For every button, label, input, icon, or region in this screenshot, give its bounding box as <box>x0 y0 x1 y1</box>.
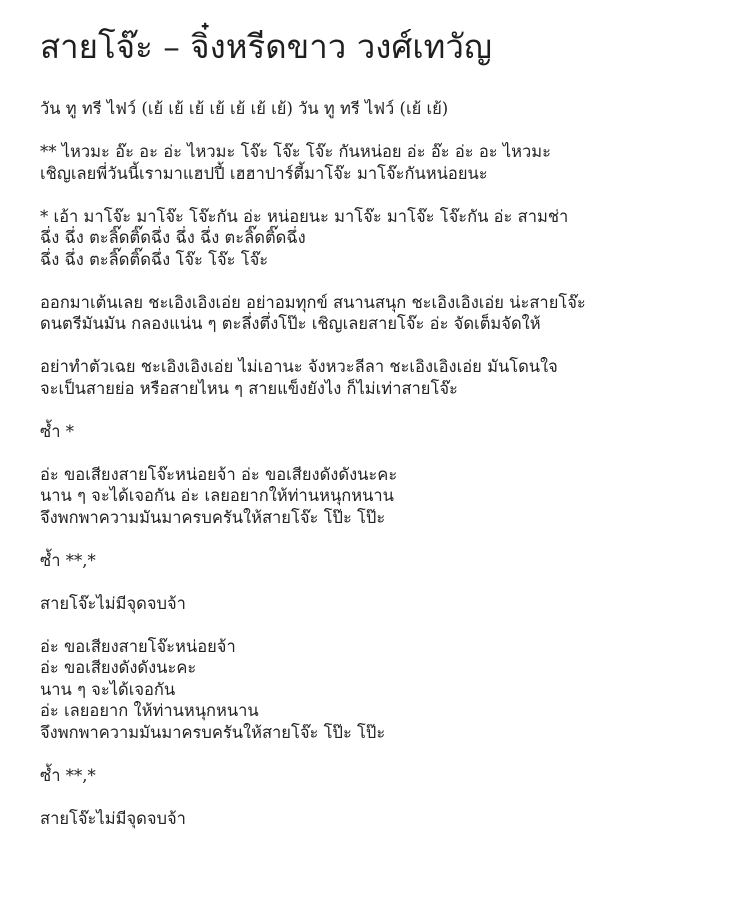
lyrics-line: สายโจ๊ะไม่มีจุดจบจ้า <box>40 593 186 613</box>
lyrics-line: เชิญเลยพี่วันนี้เรามาแฮปปี้ เฮฮาปาร์ตี้มาโจ๊ะ มาโจ๊ะกันหน่อยนะ <box>40 163 488 183</box>
lyrics-stanza <box>40 636 730 744</box>
lyrics-line: ฉึ่ง ฉึ่ง ตะลิ๊ดติ๊ดฉึ่ง โจ๊ะ โจ๊ะ โจ๊ะ <box>40 249 269 269</box>
lyrics-line: อย่าทำตัวเฉย ชะเอิงเอิงเอ่ย ไม่เอานะ จังหวะลีลา ชะเอิงเอิงเอ่ย มันโดนใจ <box>40 357 558 376</box>
lyrics-line: อ่ะ ขอเสียงดังดังนะคะ <box>40 658 197 677</box>
lyrics-line: ดนตรีมันมัน กลองแน่น ๆ ตะลึ่งตึ่งโป๊ะ เชิญเลยสายโจ๊ะ อ่ะ จัดเต็มจัดให้ <box>40 314 541 333</box>
lyrics-line: วัน ทู ทรี ไฟว์ (เย้ เย้ เย้ เย้ เย้ เย้ เย้) วัน ทู ทรี ไฟว์ (เย้ เย้) <box>40 99 449 118</box>
lyrics-line: นาน ๆ จะได้เจอกัน <box>40 679 176 699</box>
lyrics-stanza <box>40 593 730 615</box>
lyrics-stanza <box>40 292 730 335</box>
lyrics-line: สายโจ๊ะไม่มีจุดจบจ้า <box>40 808 186 828</box>
lyrics-line: ซ้ำ **,* <box>40 765 96 785</box>
song-title: สายโจ๊ะ – จิ๋งหรีดขาว วงศ์เทวัญ <box>40 27 493 66</box>
lyrics-line: ฉึ่ง ฉึ่ง ตะลิ๊ดติ๊ดฉึ่ง ฉึ่ง ฉึ่ง ตะลิ๊ดติ๊ดฉึ่ง <box>40 228 306 247</box>
lyrics-line: ซ้ำ **,* <box>40 550 96 570</box>
lyrics-stanza <box>40 808 730 830</box>
lyrics-stanza <box>40 765 730 787</box>
lyrics-line: อ่ะ เลยอยาก ให้ท่านหนุกหนาน <box>40 701 259 720</box>
lyrics-line: อ่ะ ขอเสียงสายโจ๊ะหน่อยจ้า <box>40 636 236 656</box>
lyrics-stanza <box>40 356 730 399</box>
lyrics-stanza <box>40 421 730 443</box>
lyrics-line: จะเป็นสายย่อ หรือสายไหน ๆ สายแข็งยังไง ก็ไม่เท่าสายโจ๊ะ <box>40 378 458 398</box>
lyrics-stanza <box>40 98 730 120</box>
lyrics-stanza <box>40 550 730 572</box>
lyrics-stanza <box>40 206 730 271</box>
lyrics-stanza <box>40 141 730 184</box>
lyrics-body <box>40 98 730 829</box>
lyrics-line: ** ไหวมะ อ๊ะ อะ อ่ะ ไหวมะ โจ๊ะ โจ๊ะ โจ๊ะ กันหน่อย อ่ะ อ๊ะ อ่ะ อะ ไหวมะ <box>40 142 552 161</box>
lyrics-stanza <box>40 464 730 529</box>
lyrics-line: จึงพกพาความมันมาครบครันให้สายโจ๊ะ โป๊ะ โป๊ะ <box>40 507 386 527</box>
lyrics-line: นาน ๆ จะได้เจอกัน อ่ะ เลยอยากให้ท่านหนุกหนาน <box>40 486 394 505</box>
lyrics-line: จึงพกพาความมันมาครบครันให้สายโจ๊ะ โป๊ะ โป๊ะ <box>40 722 386 742</box>
lyrics-line: ซ้ำ * <box>40 421 74 441</box>
lyrics-line: ออกมาเต้นเลย ชะเอิงเอิงเอ่ย อย่าอมทุกข์ สนานสนุก ชะเอิงเอิงเอ่ย น่ะสายโจ๊ะ <box>40 292 586 312</box>
lyrics-page <box>40 22 730 851</box>
lyrics-line: อ่ะ ขอเสียงสายโจ๊ะหน่อยจ้า อ่ะ ขอเสียงดังดังนะคะ <box>40 464 398 484</box>
lyrics-line: * เอ้า มาโจ๊ะ มาโจ๊ะ โจ๊ะกัน อ่ะ หน่อยนะ มาโจ๊ะ มาโจ๊ะ โจ๊ะกัน อ่ะ สามช่า <box>40 206 569 226</box>
